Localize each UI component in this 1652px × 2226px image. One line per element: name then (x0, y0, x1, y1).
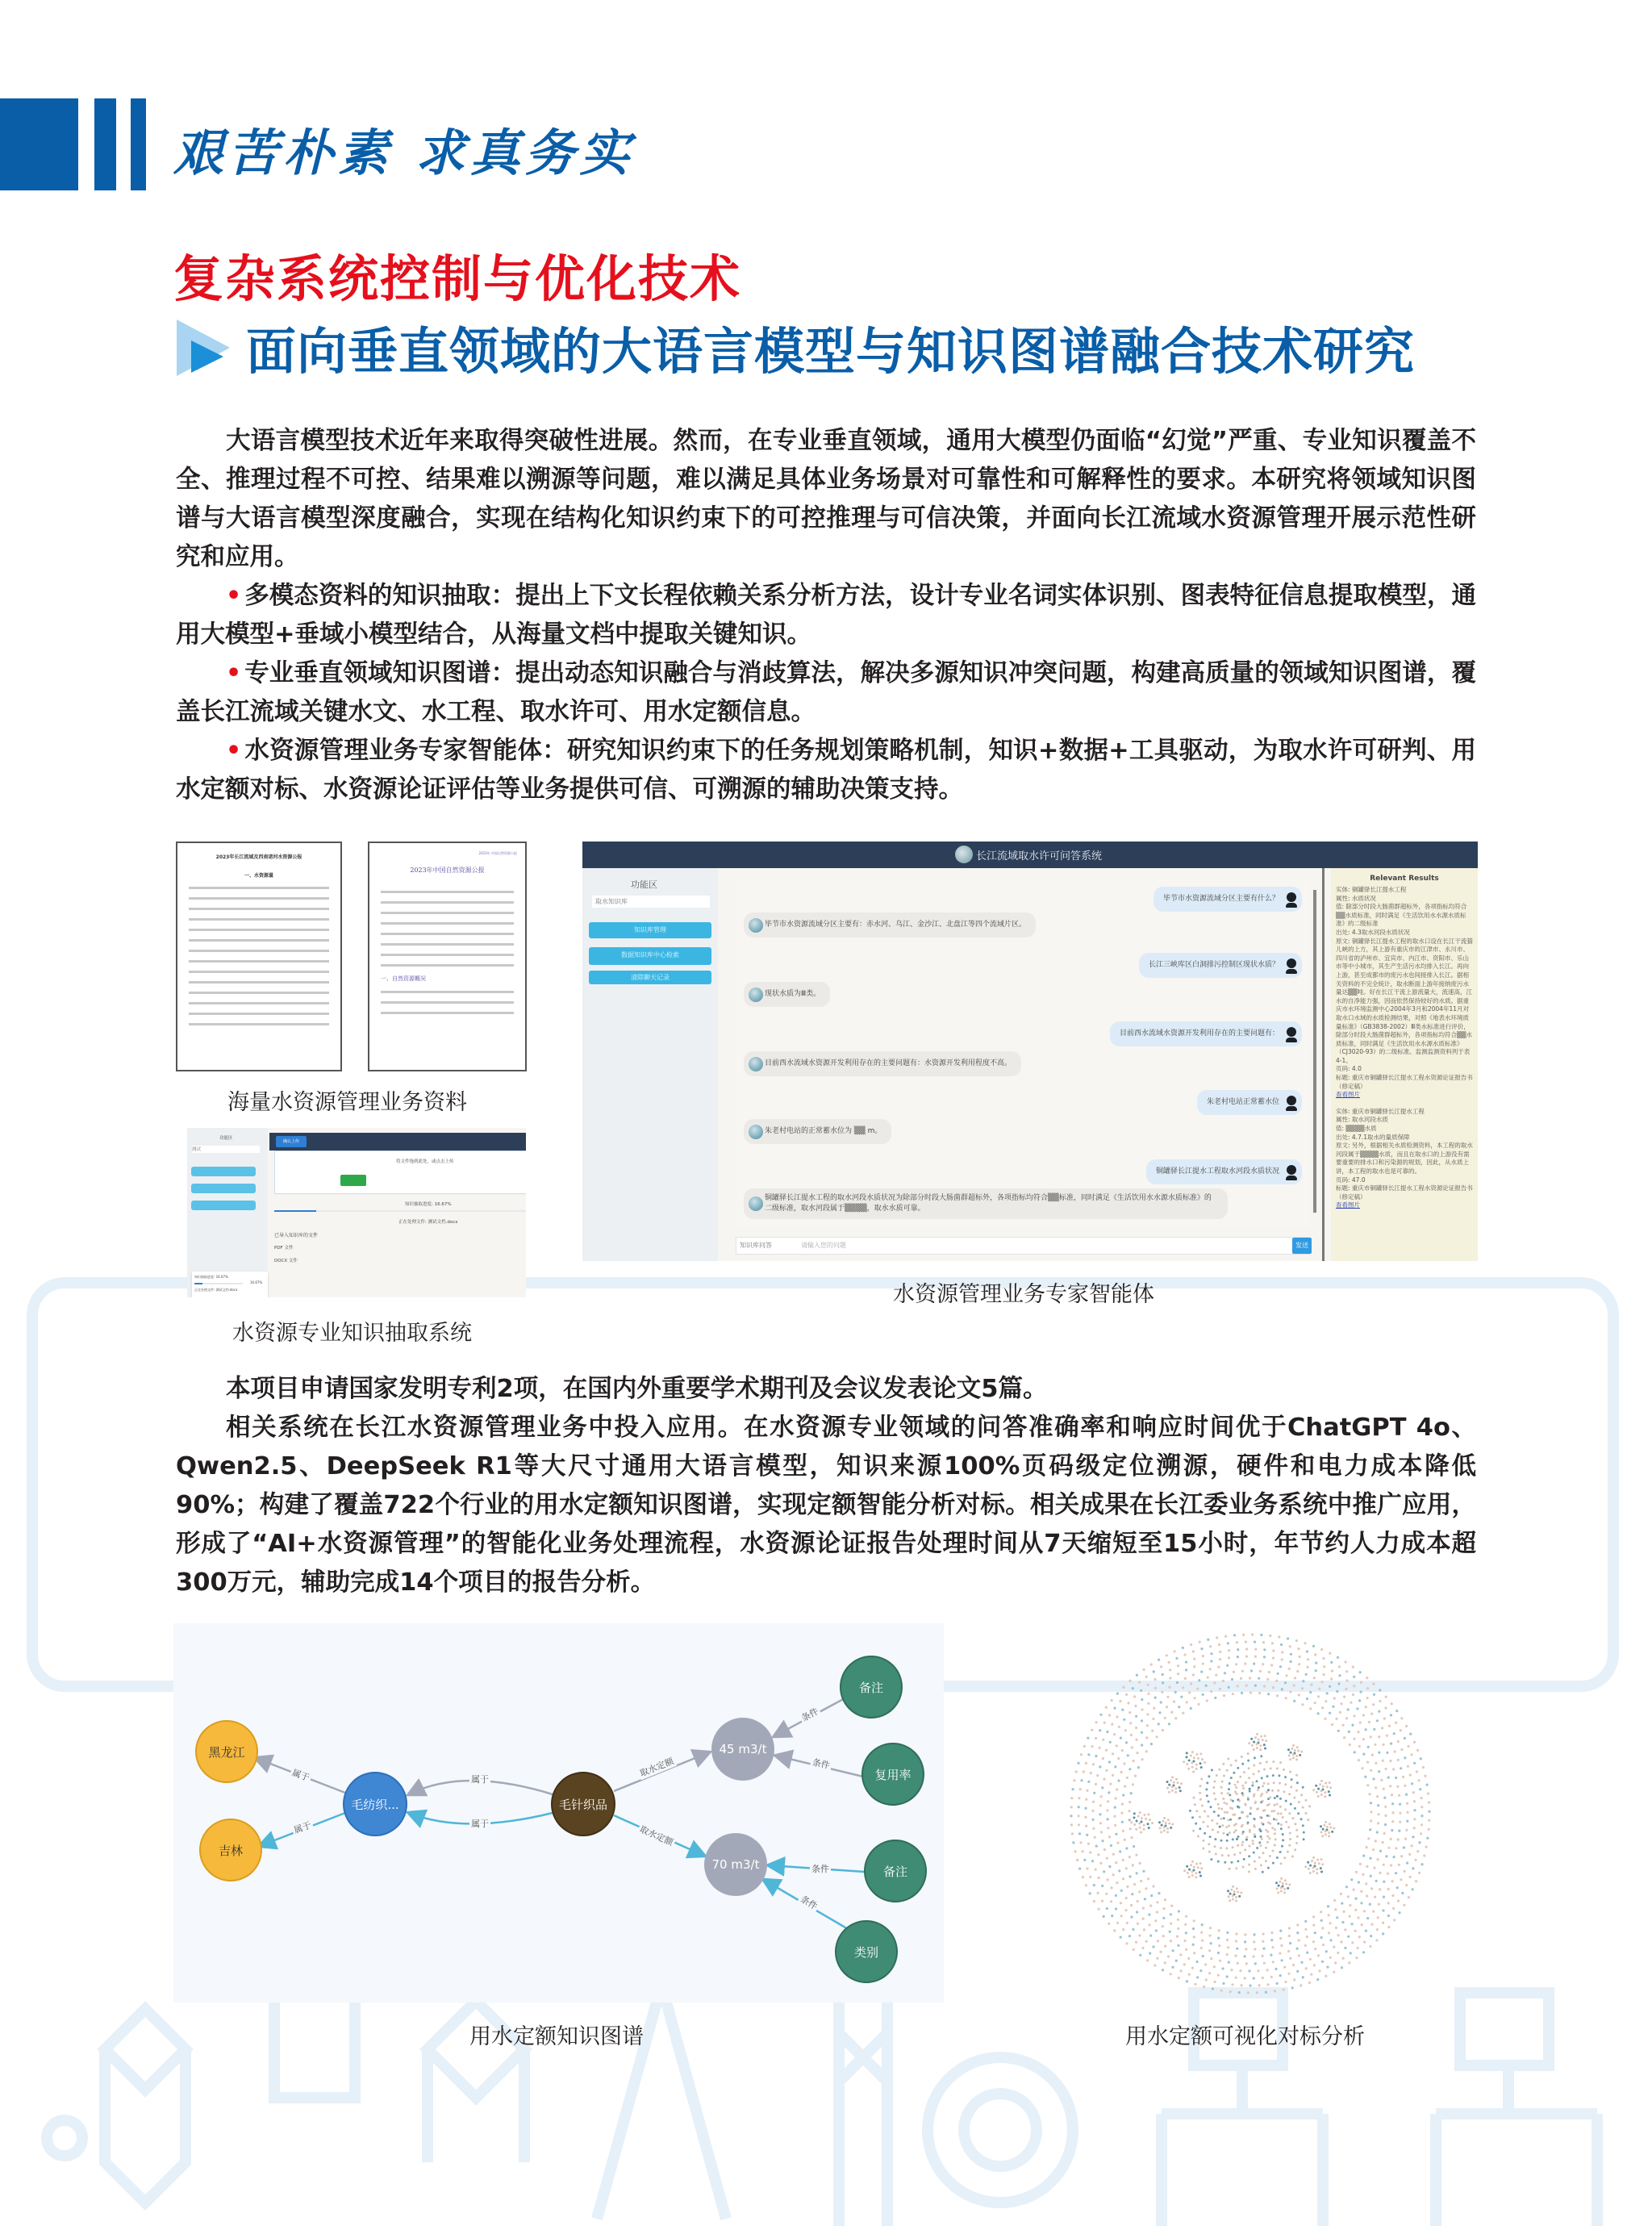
kb-manage-button[interactable]: 知识库管理 (589, 922, 711, 938)
knowledge-graph-figure (173, 1623, 944, 2003)
results-section (176, 1370, 1476, 1602)
result-line: 出处: 4.3取水河段水质状况 (1336, 928, 1410, 936)
user-avatar-icon (1286, 1165, 1297, 1180)
kg-node-quota-70[interactable]: 70 m3/t (704, 1833, 767, 1896)
chat-titlebar (582, 842, 1478, 868)
result-line: 标题: 重庆市铜罐驿长江提水工程水资源论证报告书（修定稿） (1336, 1074, 1473, 1090)
header-bar-block-small (131, 98, 146, 190)
header-bar-block-mid (94, 98, 116, 190)
bot-avatar-icon (749, 1197, 763, 1211)
confirm-upload-button[interactable]: 确认上传 (276, 1136, 307, 1147)
processing-file-label: 正在处理文件: 测试文档.docx (398, 1220, 458, 1225)
figure-caption-docs: 海量水资源管理业务资料 (227, 1090, 467, 1115)
bot-avatar-icon (749, 1057, 763, 1071)
user-message: 铜罐驿长江提水工程取水河段水质状况 (1146, 1159, 1302, 1184)
result-line: 原文: 铜罐驿长江提水工程的取水口设在长江干流猫儿峡的上方，其上游有重庆市的江津市、永川市、四川省的泸州市、宜宾市、内江市、资阳市、乐山市等中小城市，其生产生活污水均排入长江。再向上游，甚至成都市的废污水也间接排入长江。据相关资料的不完全统计，取水断面上游年接纳废污水量达▒▒吨。好在长江干流上游流量大，流速高，江水的自净能力强，因而依然保持较好的水质。据重庆市水环境监测中心2004年3月和2004年11月对取水口水域的水质检测结果，对照《地表水环境质量标准》（GB3838-2002）Ⅲ类水标准进行评价，除部分时段大肠菌群超标外，各项指标均符合▒▒水质标准，同时满足《生活饮用水水源水质标准》（CJ3020-93）的二级标准。监测监测资料列于表4-1。 (1336, 937, 1473, 1064)
doc-page-title: 2023年中国自然资源公报 (410, 867, 485, 874)
bullet-text: 水资源管理业务专家智能体：研究知识约束下的任务规划策略机制，知识+数据+工具驱动，为取水许可研判、用水定额对标、水资源论证评估等业务提供可信、可溯源的辅助决策支持。 (176, 737, 1476, 804)
header-motto: 艰苦朴素 求真务实 (173, 123, 635, 182)
chat-input-row (736, 1237, 1310, 1255)
results-paragraph: 本项目申请国家发明专利2项，在国内外重要学术期刊及会议发表论文5篇。 (226, 1375, 1048, 1403)
bullet-marker: • (226, 582, 242, 610)
kg-edge-label: 取水定额 (636, 1754, 677, 1781)
user-avatar-icon (1286, 1096, 1297, 1110)
panel-divider (1322, 868, 1325, 1261)
send-button[interactable]: 发送 (1292, 1238, 1312, 1254)
result-line: 实体: 重庆市铜罐驿长江提水工程 (1336, 1107, 1425, 1115)
bullet-text: 多模态资料的知识抽取：提出上下文长程依赖关系分析方法，设计专业名词实体识别、图表特征信息提取模型，通用大模型+垂域小模型结合，从海量文档中提取关键知识。 (176, 582, 1476, 649)
doc-page-header: 2023年 中国自然资源公报 (478, 851, 517, 855)
result-line: 页码: 47.0 (1336, 1176, 1366, 1184)
toast-progress-label: 知识抽取进度: 16.67% (194, 1275, 228, 1279)
extraction-progress-toast (192, 1272, 268, 1297)
kg-edge-label: 属于 (290, 1818, 315, 1837)
bot-avatar-icon (749, 918, 763, 933)
extraction-progress-bar (274, 1210, 526, 1212)
kg-edge-label: 条件 (811, 1864, 829, 1874)
imported-files-title: 已导入知识库的文件 (274, 1233, 319, 1238)
document-page-1 (176, 842, 342, 1071)
article-title: 面向垂直领域的大语言模型与知识图谱融合技术研究 (246, 321, 1416, 381)
figure-caption-visualization: 用水定额可视化对标分析 (1125, 2024, 1365, 2049)
results-paragraph: 相关系统在长江水资源管理业务中投入应用。在水资源专业领域的问答准确率和响应时间优于ChatGPT 4o、Qwen2.5、DeepSeek R1等大尺寸通用大语言模型，知识来源100%页码级定位溯源，硬件和电力成本降低90%；构建了覆盖722个行业的用水定额知识图谱，实现定额智能分析对标。相关成果在长江委业务系统中推广应用，形成了“AI+水资源管理”的智能化业务处理流程，水资源论证报告处理时间从7天缩短至15小时，年节约人力成本超300万元，辅助完成14个项目的报告分析。 (176, 1414, 1476, 1597)
kg-node-quota-45[interactable]: 45 m3/t (711, 1718, 774, 1781)
kg-edge-label: 条件 (798, 1704, 822, 1725)
chat-sidebar-title: 功能区 (631, 879, 657, 890)
toast-file: 正在处理文件: 测试文档.docx (194, 1288, 238, 1292)
result-line: 标题: 重庆市铜罐驿长江提水工程水资源论证报告书（修定稿） (1336, 1184, 1473, 1201)
kg-edge-label: 属于 (471, 1774, 489, 1785)
kg-edge-label: 条件 (810, 1755, 833, 1772)
figure-caption-agent: 水资源管理业务专家智能体 (893, 1282, 1154, 1307)
toast-percent: 16.67% (250, 1280, 263, 1284)
bot-avatar-icon (749, 988, 763, 1002)
chat-sidebar (582, 868, 718, 1261)
bot-avatar-icon (749, 1125, 763, 1139)
kg-node-jilin[interactable]: 吉林 (199, 1819, 262, 1881)
result-line: 值: ▒▒▒▒水质 (1336, 1125, 1377, 1133)
user-message: 目前西水流域水资源开发利用存在的主要问题有： (1110, 1021, 1302, 1046)
result-line: 值: 除部分时段大肠菌群超标外，各项指标均符合▒▒水质标准，同时满足《生活饮用水水源水质标准》的二级标准 (1336, 903, 1467, 928)
kg-edge-label: 属于 (471, 1819, 489, 1829)
user-message: 长江三峡库区白洞排污控制区现状水质？ (1139, 953, 1302, 978)
bullet-marker: • (226, 659, 242, 687)
bot-message: 铜罐驿长江提水工程的取水河段水质状况为除部分时段大肠菌群超标外，各项指标均符合▒▒标准，同时满足《生活饮用水水源水质标准》的二级标准，取水河段属于▒▒▒▒，取水水质可靠。 (744, 1188, 1228, 1219)
article-title-row (173, 315, 1415, 379)
result-line: 实体: 铜罐驿长江提水工程 (1336, 886, 1407, 893)
bot-message: 朱老村电站的正常蓄水位为 ▒▒ m。 (744, 1119, 891, 1144)
kg-node-wool-knitwear[interactable]: 毛针织品 (551, 1772, 615, 1836)
upload-dropzone[interactable] (274, 1151, 526, 1194)
kg-node-note-2[interactable]: 备注 (864, 1840, 927, 1902)
kg-node-reuse-rate[interactable]: 复用率 (861, 1743, 924, 1806)
relevant-results-title: Relevant Results (1370, 875, 1439, 883)
agent-chat-screenshot (582, 842, 1478, 1261)
upload-file-button[interactable] (340, 1175, 366, 1186)
file-type-docx: DOCX 文件 (274, 1259, 298, 1263)
extraction-system-screenshot (187, 1128, 526, 1297)
quota-network-visualization (1053, 1630, 1456, 2009)
doc-page-heading: 一、自然资源概况 (381, 975, 426, 982)
bullet-item (176, 577, 1476, 654)
knowledge-base-select[interactable]: 取水知识库 (592, 896, 710, 908)
bullet-item (176, 654, 1476, 732)
bullet-text: 专业垂直领域知识图谱：提出动态知识融合与消歧算法，解决多源知识冲突问题，构建高质量的领域知识图谱，覆盖长江流域关键水文、水工程、取水许可、用水定额信息。 (176, 659, 1476, 726)
play-arrow-icon (173, 316, 238, 379)
chat-scrollbar[interactable] (1313, 890, 1316, 1213)
result-line: 出处: 4.7.1取水的量质保障 (1336, 1133, 1410, 1141)
extraction-sidebar-button[interactable] (191, 1167, 256, 1176)
bot-message: 现状水质为Ⅲ类。 (744, 982, 830, 1007)
kg-node-wool-textile[interactable]: 毛纺织... (343, 1772, 407, 1836)
figure-caption-knowledge-graph: 用水定额知识图谱 (469, 2024, 644, 2049)
file-type-pdf: PDF 文件 (274, 1246, 294, 1251)
result-line: 属性: 水质状况 (1336, 894, 1376, 902)
user-avatar-icon (1286, 958, 1297, 973)
section-title: 复杂系统控制与优化技术 (173, 249, 742, 308)
extraction-progress-label: 知识抽取进度: 16.67% (405, 1202, 452, 1207)
relevant-results-panel (1331, 868, 1478, 1261)
result-line: 页码: 4.0 (1336, 1065, 1362, 1073)
user-avatar-icon (1286, 1027, 1297, 1042)
extraction-sidebar-title: 功能区 (219, 1136, 233, 1141)
figure-caption-extraction: 水资源专业知识抽取系统 (232, 1321, 472, 1346)
view-image-link[interactable]: 查看图片 (1336, 1091, 1360, 1099)
chat-input[interactable]: 请输入您的问题 (801, 1242, 846, 1249)
chat-message-area (736, 880, 1310, 1227)
doc-page-heading: 一、水资源量 (244, 873, 273, 879)
kg-edge-label: 属于 (289, 1765, 313, 1785)
kg-node-category[interactable]: 类别 (835, 1920, 898, 1983)
kg-node-heilongjiang[interactable]: 黑龙江 (195, 1720, 258, 1783)
clear-chat-button[interactable]: 清除聊天记录 (589, 971, 711, 984)
chat-mode-select[interactable]: 知识库问答 (740, 1242, 772, 1249)
extraction-select[interactable]: 测试 (192, 1146, 260, 1153)
view-image-link[interactable]: 查看图片 (1336, 1201, 1360, 1209)
kg-edge-label: 条件 (797, 1891, 822, 1913)
kg-node-note-1[interactable]: 备注 (840, 1656, 903, 1719)
extraction-topbar (269, 1133, 526, 1151)
upload-hint: 将文件拖到此处，或点击上传 (396, 1159, 454, 1164)
bullet-marker: • (226, 737, 242, 765)
header-bar-block-large (0, 98, 78, 190)
user-message: 毕节市水资源流域分区主要有什么？ (1153, 887, 1302, 912)
document-page-2 (368, 842, 527, 1071)
chat-app-title: 长江流域取水许可问答系统 (976, 850, 1103, 862)
user-message: 朱老村电站正常蓄水位 (1197, 1090, 1302, 1115)
intro-section (176, 422, 1476, 809)
app-logo-icon (955, 846, 973, 863)
extraction-sidebar-button[interactable] (191, 1201, 256, 1210)
result-line: 属性: 取水河段水质 (1336, 1116, 1388, 1124)
extraction-sidebar-button[interactable] (191, 1184, 256, 1193)
doc-page-title: 2023年长江流域及西南诸河水资源公报 (215, 854, 302, 860)
bot-message: 目前西水流域水资源开发利用存在的主要问题有：水资源开发利用程度不高。 (744, 1051, 1021, 1076)
bot-message: 毕节市水资源流域分区主要有：赤水河、乌江、金沙江、北盘江等四个流域片区。 (744, 913, 1036, 938)
result-line: 原文: 另外，根据相关水质检测资料，本工程的取水河段属于▒▒▒▒水质，而且在取水口的上游没有需要重要的排水口和污染源的规划，因此，从水质上讲，本工程的取水也是可靠的。 (1336, 1142, 1473, 1175)
kb-search-button[interactable]: 数据知识库中心检索 (589, 947, 711, 965)
intro-paragraph: 大语言模型技术近年来取得突破性进展。然而，在专业垂直领域，通用大模型仍面临“幻觉”严重、专业知识覆盖不全、推理过程不可控、结果难以溯源等问题，难以满足具体业务场景对可靠性和可解释性的要求。本研究将领域知识图谱与大语言模型深度融合，实现在结构化知识约束下的可控推理与可信决策，并面向长江流域水资源管理开展示范性研究和应用。 (176, 427, 1476, 571)
kg-edge-label: 取水定额 (636, 1822, 677, 1849)
user-avatar-icon (1286, 892, 1297, 907)
bullet-item (176, 732, 1476, 809)
